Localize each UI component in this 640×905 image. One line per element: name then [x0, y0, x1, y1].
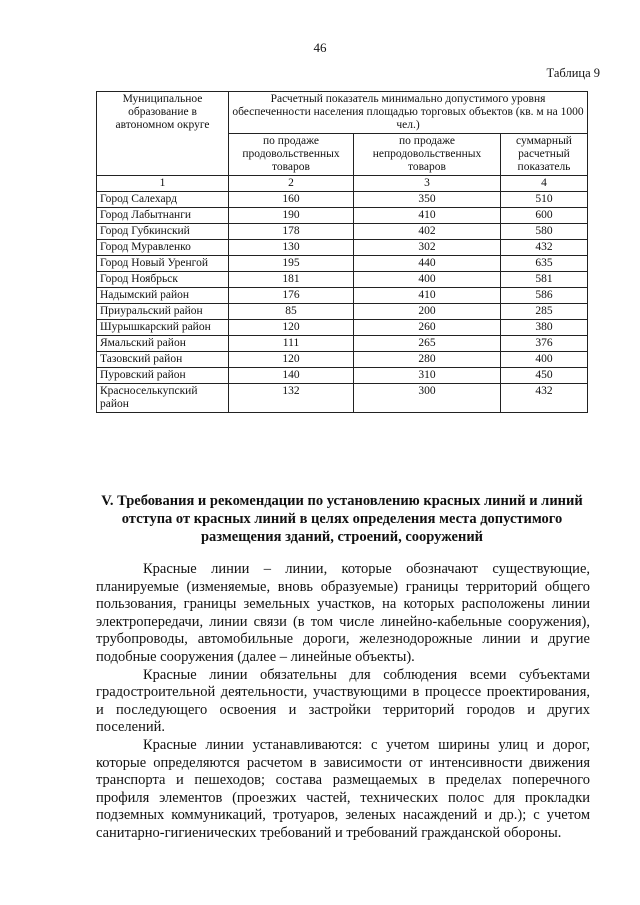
body-text — [96, 561, 590, 843]
table-row — [97, 272, 588, 288]
food-value-cell: 85 — [229, 304, 354, 320]
table-row — [97, 384, 588, 413]
region-name-cell: Красноселькупский район — [97, 384, 229, 413]
paragraph: Красные линии – линии, которые обозначают существующие, планируемые (изменяемые, вновь образуемые) границы территорий общего пользования, границы земельных участков, на которых расположены линии электропередачи, линии связи (в том числе линейно-кабельные сооружения), трубопроводы, автомобильные дороги, железнодорожные линии и другие подобные сооружения (далее – линейные объекты). — [96, 561, 590, 665]
region-name-cell: Шурышкарский район — [97, 320, 229, 336]
nonfood-value-cell: 350 — [354, 192, 501, 208]
total-value-cell: 581 — [501, 272, 588, 288]
total-value-cell: 510 — [501, 192, 588, 208]
table-row — [97, 320, 588, 336]
food-value-cell: 111 — [229, 336, 354, 352]
total-value-cell: 580 — [501, 224, 588, 240]
nonfood-value-cell: 300 — [354, 384, 501, 413]
nonfood-value-cell: 302 — [354, 240, 501, 256]
paragraph: Красные линии устанавливаются: с учетом ширины улиц и дорог, которые определяются расчетом в зависимости от интенсивности движения транспорта и пешеходов; состава размещаемых в пределах поперечного профиля элементов (проезжих частей, технических полос для прокладки подземных коммуникаций, тротуаров, зеленых насаждений и др.); с учетом санитарно-гигиенических требований и требований гражданской обороны. — [96, 736, 590, 841]
page-number: 46 — [313, 40, 327, 55]
food-value-cell: 130 — [229, 240, 354, 256]
table-row — [97, 256, 588, 272]
table-row — [97, 224, 588, 240]
table-row — [97, 192, 588, 208]
nonfood-value-cell: 200 — [354, 304, 501, 320]
column-number: 2 — [229, 176, 354, 192]
table-row — [97, 352, 588, 368]
food-value-cell: 176 — [229, 288, 354, 304]
region-name-cell: Город Губкинский — [97, 224, 229, 240]
total-value-cell: 400 — [501, 352, 588, 368]
total-value-cell: 376 — [501, 336, 588, 352]
region-name-cell: Город Лабытнанги — [97, 208, 229, 224]
region-name-cell: Город Муравленко — [97, 240, 229, 256]
region-name-cell: Ямальский район — [97, 336, 229, 352]
section-title: V. Требования и рекомендации по установлению красных линий и линий отступа от красных линий в целях определения места допустимого размещения зданий, строений, сооружений — [101, 493, 583, 545]
total-value-cell: 586 — [501, 288, 588, 304]
data-table — [96, 91, 588, 413]
food-value-cell: 120 — [229, 352, 354, 368]
food-value-cell: 160 — [229, 192, 354, 208]
nonfood-value-cell: 402 — [354, 224, 501, 240]
region-name-cell: Город Новый Уренгой — [97, 256, 229, 272]
food-value-cell: 181 — [229, 272, 354, 288]
nonfood-value-cell: 440 — [354, 256, 501, 272]
nonfood-value-cell: 280 — [354, 352, 501, 368]
food-value-cell: 195 — [229, 256, 354, 272]
table-row — [97, 288, 588, 304]
food-value-cell: 178 — [229, 224, 354, 240]
region-name-cell: Пуровский район — [97, 368, 229, 384]
paragraph: Красные линии обязательны для соблюдения всеми субъектами градостроительной деятельности, участвующими в процессе проектирования, и последующего освоения и застройки территорий городов и других поселений. — [96, 666, 590, 736]
table-row — [97, 368, 588, 384]
column-number: 1 — [97, 176, 229, 192]
region-name-cell: Приуральский район — [97, 304, 229, 320]
food-value-cell: 190 — [229, 208, 354, 224]
nonfood-value-cell: 260 — [354, 320, 501, 336]
food-value-cell: 120 — [229, 320, 354, 336]
total-value-cell: 600 — [501, 208, 588, 224]
subheader-food: по продаже продовольственных товаров — [229, 134, 354, 176]
total-value-cell: 432 — [501, 240, 588, 256]
table-row — [97, 240, 588, 256]
column-number: 3 — [354, 176, 501, 192]
region-name-cell: Город Салехард — [97, 192, 229, 208]
nonfood-value-cell: 410 — [354, 288, 501, 304]
table-body — [97, 192, 588, 413]
food-value-cell: 132 — [229, 384, 354, 413]
region-name-cell: Город Ноябрьск — [97, 272, 229, 288]
header-region: Муниципальное образование в автономном округе — [97, 92, 229, 176]
table-row — [97, 208, 588, 224]
total-value-cell: 635 — [501, 256, 588, 272]
nonfood-value-cell: 310 — [354, 368, 501, 384]
total-value-cell: 450 — [501, 368, 588, 384]
table-label: Таблица 9 — [546, 66, 600, 80]
subheader-total: суммарный расчетный показатель — [501, 134, 588, 176]
region-name-cell: Надымский район — [97, 288, 229, 304]
nonfood-value-cell: 410 — [354, 208, 501, 224]
table-row — [97, 336, 588, 352]
table-row — [97, 304, 588, 320]
food-value-cell: 140 — [229, 368, 354, 384]
header-indicator: Расчетный показатель минимально допустимого уровня обеспеченности населения площадью торговых объектов (кв. м на 1000 чел.) — [229, 92, 588, 134]
total-value-cell: 380 — [501, 320, 588, 336]
nonfood-value-cell: 400 — [354, 272, 501, 288]
total-value-cell: 285 — [501, 304, 588, 320]
total-value-cell: 432 — [501, 384, 588, 413]
subheader-nonfood: по продаже непродовольственных товаров — [354, 134, 501, 176]
region-name-cell: Тазовский район — [97, 352, 229, 368]
column-number: 4 — [501, 176, 588, 192]
nonfood-value-cell: 265 — [354, 336, 501, 352]
